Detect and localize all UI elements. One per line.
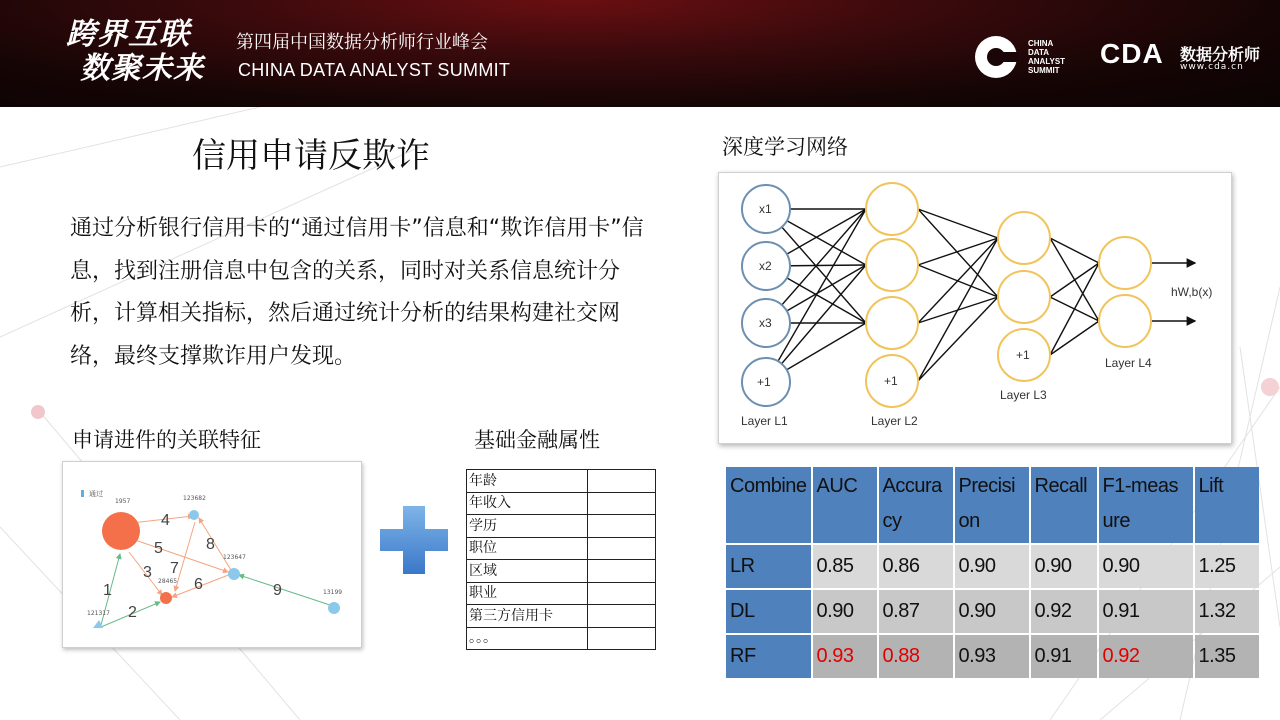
slogan-line-2: 数聚未来 <box>80 51 204 86</box>
table-row: 职业 <box>467 582 656 605</box>
table-header-row <box>726 467 1259 543</box>
table-row: 区域 <box>467 560 656 583</box>
financial-attributes-title: 基础金融属性 <box>474 428 600 452</box>
model-metrics-table <box>724 465 1261 680</box>
node-label: 1957 <box>115 498 131 505</box>
output-node <box>1099 295 1151 347</box>
header-banner <box>0 0 1280 107</box>
node-label: +1 <box>757 375 771 389</box>
table-row: 年收入 <box>467 492 656 515</box>
cda-summit-logo <box>974 35 1074 83</box>
financial-attributes-table <box>466 469 656 650</box>
page-title: 信用申请反欺诈 <box>192 136 430 176</box>
row-header: DL <box>726 590 811 633</box>
layer-label: Layer L4 <box>1105 356 1152 370</box>
edge-label: 9 <box>273 582 282 599</box>
summit-title-en: CHINA DATA ANALYST SUMMIT <box>238 60 511 80</box>
output-label: hW,b(x) <box>1171 285 1213 299</box>
row-header: RF <box>726 635 811 678</box>
table-cell-highlight: 0.92 <box>1099 635 1193 678</box>
node-label: 13199 <box>323 589 343 596</box>
event-slogan <box>66 18 204 86</box>
table-cell: 1.25 <box>1195 545 1259 588</box>
description-text: 通过分析银行信用卡的“通过信用卡”信息和“欺诈信用卡”信息，找到注册信息中包含的关系，同时对关系信息统计分析，计算相关指标，然后通过统计分析的结果构建社交网络，最终支撑欺诈用户发现。 <box>70 216 644 369</box>
node-label: 28465 <box>158 578 178 585</box>
edge-label: 6 <box>194 576 203 593</box>
table-row: 。。。 <box>467 627 656 650</box>
cda-url: www.cda.cn <box>1180 62 1244 72</box>
neural-network-svg <box>719 173 1231 443</box>
column-header: F1-measure <box>1099 467 1193 543</box>
node-label: x2 <box>759 259 772 273</box>
hidden-node <box>998 271 1050 323</box>
table-cell: 0.93 <box>955 635 1029 678</box>
table-cell-highlight: 0.93 <box>813 635 877 678</box>
node-label: +1 <box>1016 348 1030 362</box>
table-row <box>726 590 1259 633</box>
table-cell: 0.85 <box>813 545 877 588</box>
graph-node <box>189 510 199 520</box>
column-header: Combine <box>726 467 811 543</box>
column-header: AUC <box>813 467 877 543</box>
edge-label: 4 <box>161 512 170 529</box>
graph-node <box>160 592 172 604</box>
table-row: 第三方信用卡 <box>467 605 656 628</box>
edge-label: 2 <box>128 604 137 621</box>
table-row: 职位 <box>467 537 656 560</box>
edge-label: 8 <box>206 536 215 553</box>
cda-mark: CDA <box>1100 38 1164 69</box>
table-row <box>726 635 1259 678</box>
cda-logo <box>1100 38 1261 72</box>
node-label: 123647 <box>223 554 246 561</box>
table-cell: 0.91 <box>1099 590 1193 633</box>
edge-label: 3 <box>143 564 152 581</box>
row-header: LR <box>726 545 811 588</box>
table-cell: 0.90 <box>1099 545 1193 588</box>
cda-cn-name: 数据分析师 <box>1180 45 1261 64</box>
column-header: Recall <box>1031 467 1097 543</box>
neural-network-diagram <box>718 172 1232 444</box>
column-header: Precision <box>955 467 1029 543</box>
edge-label: 7 <box>170 560 179 577</box>
table-cell: 0.91 <box>1031 635 1097 678</box>
summit-c-icon <box>974 35 1018 79</box>
table-row: 学历 <box>467 515 656 538</box>
table-cell: 1.35 <box>1195 635 1259 678</box>
table-cell-highlight: 0.88 <box>879 635 953 678</box>
table-cell: 0.90 <box>955 545 1029 588</box>
table-row <box>726 545 1259 588</box>
deep-learning-title: 深度学习网络 <box>722 135 848 159</box>
table-cell: 0.87 <box>879 590 953 633</box>
slogan-line-1: 跨界互联 <box>66 17 190 52</box>
graph-node <box>102 512 140 550</box>
table-cell: 1.32 <box>1195 590 1259 633</box>
table-cell: 0.92 <box>1031 590 1097 633</box>
legend-label: 通过 <box>89 490 103 498</box>
hidden-node <box>866 183 918 235</box>
layer-label: Layer L1 <box>741 414 788 428</box>
plus-icon <box>380 506 448 574</box>
table-row: 年龄 <box>467 470 656 493</box>
node-label: 121317 <box>87 610 110 617</box>
layer-label: Layer L3 <box>1000 388 1047 402</box>
hidden-node <box>998 212 1050 264</box>
layer-label: Layer L2 <box>871 414 918 428</box>
cda-summit-text: CHINA DATA ANALYST SUMMIT <box>1028 39 1066 75</box>
output-node <box>1099 237 1151 289</box>
column-header: Accuracy <box>879 467 953 543</box>
graph-node <box>228 568 240 580</box>
relation-graph-svg <box>63 462 361 647</box>
node-label: x1 <box>759 202 772 216</box>
hidden-node <box>866 239 918 291</box>
graph-node <box>328 602 340 614</box>
node-label: x3 <box>759 316 772 330</box>
summit-title-cn: 第四届中国数据分析师行业峰会 <box>236 32 488 53</box>
table-cell: 0.90 <box>1031 545 1097 588</box>
relation-graph <box>62 461 362 648</box>
legend-marker <box>81 490 84 497</box>
table-cell: 0.86 <box>879 545 953 588</box>
node-label: 123682 <box>183 495 206 502</box>
column-header: Lift <box>1195 467 1259 543</box>
table-cell: 0.90 <box>813 590 877 633</box>
relation-features-title: 申请进件的关联特征 <box>72 428 261 452</box>
hidden-node <box>866 297 918 349</box>
node-label: +1 <box>884 374 898 388</box>
table-cell: 0.90 <box>955 590 1029 633</box>
edge-label: 1 <box>103 582 112 599</box>
edge-label: 5 <box>154 540 163 557</box>
